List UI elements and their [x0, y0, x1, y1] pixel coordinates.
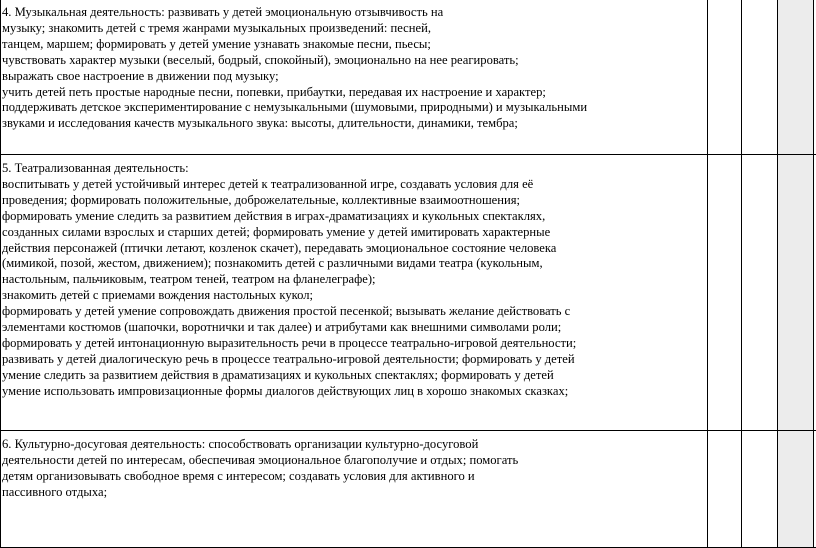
table-row: [1, 155, 816, 431]
text-line: проведения; формировать положительные, доброжелательные, коллективные взаимоотношения;: [2, 193, 701, 209]
table-row: [1, 0, 816, 155]
empty-cell: [708, 155, 742, 431]
text-line: учить детей петь простые народные песни, попевки, прибаутки, передавая их настроение и характер;: [2, 85, 701, 101]
leisure-activity-cell: [1, 431, 708, 548]
shaded-cell: [778, 155, 814, 431]
text-line: развивать у детей диалогическую речь в процессе театрально-игровой деятельности; формировать у детей: [2, 352, 701, 368]
empty-cell: [742, 155, 778, 431]
text-line: деятельности детей по интересам, обеспечивая эмоциональное благополучие и отдых; помогать: [2, 453, 701, 469]
text-line: выражать свое настроение в движении под музыку;: [2, 69, 701, 85]
text-line: созданных силами взрослых и старших детей; формировать умение у детей имитировать характерные: [2, 225, 701, 241]
shaded-cell: [778, 0, 814, 155]
text-line: (мимикой, позой, жестом, движением); познакомить детей с различными видами театра (кукольным,: [2, 256, 701, 272]
empty-cell: [742, 0, 778, 155]
text-line: формировать у детей интонационную выразительность речи в процессе театрально-игровой деятельности;: [2, 336, 701, 352]
text-line: знакомить детей с приемами вождения настольных кукол;: [2, 288, 701, 304]
music-activity-cell: [1, 0, 708, 155]
text-line: 6. Культурно-досуговая деятельность: способствовать организации культурно-досуговой: [2, 437, 701, 453]
empty-cell: [708, 0, 742, 155]
theatre-activity-text: [2, 161, 701, 400]
text-line: действия персонажей (птички летают, козленок скачет), передавать эмоциональное состояние человека: [2, 241, 701, 257]
theatre-activity-cell: [1, 155, 708, 431]
table-row: [1, 431, 816, 548]
text-line: 4. Музыкальная деятельность: развивать у детей эмоциональную отзывчивость на: [2, 5, 701, 21]
text-line: танцем, маршем; формировать у детей умение узнавать знакомые песни, пьесы;: [2, 37, 701, 53]
music-activity-text: [2, 5, 701, 132]
empty-cell: [708, 431, 742, 548]
text-line: звуками и исследования качеств музыкального звука: высоты, длительности, динамики, тембра;: [2, 116, 701, 132]
empty-cell: [742, 431, 778, 548]
text-line: поддерживать детское экспериментирование с немузыкальными (шумовыми, природными) и музыкальными: [2, 100, 701, 116]
shaded-cell: [778, 431, 814, 548]
text-line: 5. Театрализованная деятельность:: [2, 161, 701, 177]
leisure-activity-text: [2, 437, 701, 501]
text-line: умение следить за развитием действия в драматизациях и кукольных спектаклях; формировать у детей: [2, 368, 701, 384]
text-line: чувствовать характер музыки (веселый, бодрый, спокойный), эмоционально на нее реагировать;: [2, 53, 701, 69]
text-line: формировать у детей умение сопровождать движения простой песенкой; вызывать желание действовать с: [2, 304, 701, 320]
text-line: пассивного отдыха;: [2, 485, 701, 501]
text-line: воспитывать у детей устойчивый интерес детей к театрализованной игре, создавать условия для её: [2, 177, 701, 193]
text-line: настольным, пальчиковым, театром теней, театром на фланелеграфе);: [2, 272, 701, 288]
text-line: музыку; знакомить детей с тремя жанрами музыкальных произведений: песней,: [2, 21, 701, 37]
text-line: умение использовать импровизационные формы диалогов действующих лиц в хорошо знакомых сказках;: [2, 384, 701, 400]
text-line: элементами костюмов (шапочки, воротнички и так далее) и атрибутами как внешними символами роли;: [2, 320, 701, 336]
text-line: детям организовывать свободное время с интересом; создавать условия для активного и: [2, 469, 701, 485]
text-line: формировать умение следить за развитием действия в играх-драматизациях и кукольных спектаклях,: [2, 209, 701, 225]
